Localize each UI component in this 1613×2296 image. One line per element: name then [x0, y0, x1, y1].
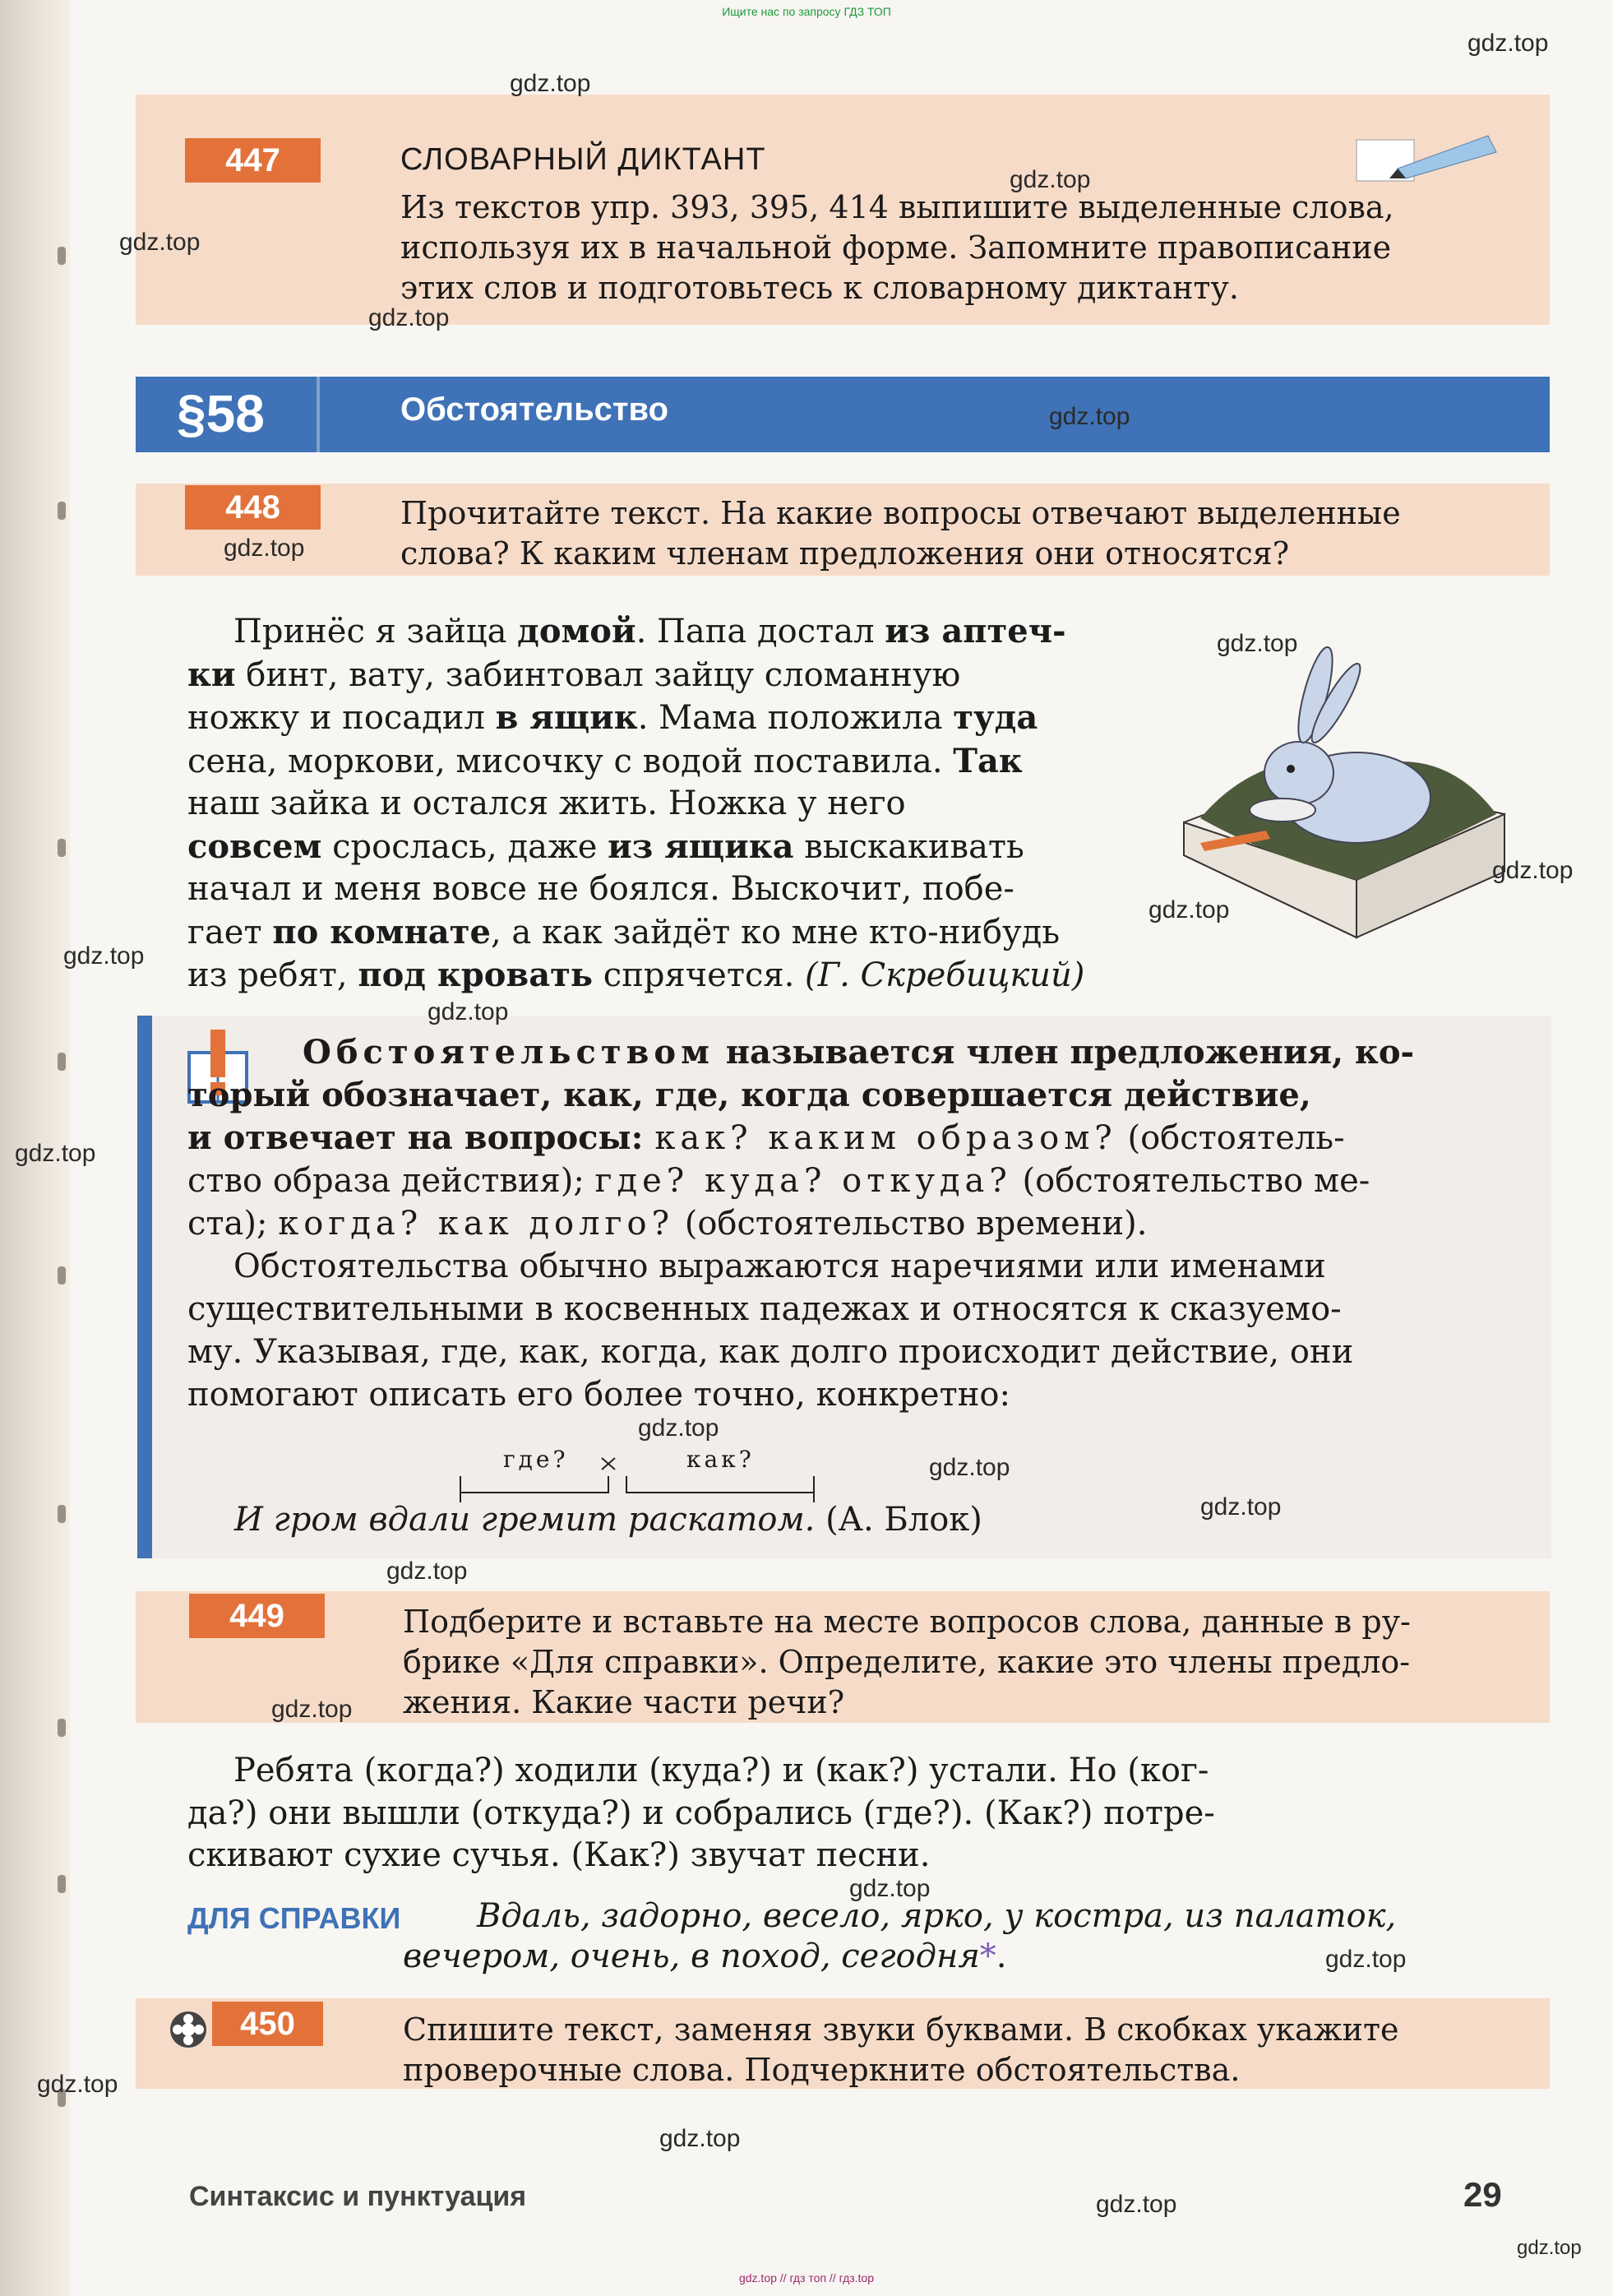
bottom-note[interactable]: gdz.top // гдз топ // гдз.top [738, 2271, 875, 2284]
watermark: gdz.top [1096, 2191, 1177, 2218]
task-number: 448 [185, 485, 321, 530]
page-number: 29 [1463, 2175, 1502, 2214]
flower-icon [169, 2010, 208, 2049]
question-how: как? [686, 1446, 755, 1473]
top-note[interactable]: Ищите нас по запросу ГДЗ ТОП [722, 5, 891, 18]
rule-text: Обстоятельством называется член предложения, ко- торый обозначает, как, где, когда совершается действие, и отвечает на вопросы: как? каким образом? (обстоятель- ство образа действия); где? куда? откуда? (обстоятельство ме- ста); когда? как долго? (обстоятельство времени). Обстоятельства обычно выражаются наречиями или именами существительными в косвенных падежах и относятся к сказуемо- му. Указывая, где, как, когда, как долго происходит действие, они помогают описать его более точно, конкретно: [187, 1033, 1415, 1414]
watermark: gdz.top [1049, 403, 1130, 430]
question-where: где? [503, 1446, 569, 1473]
watermark: gdz.top [224, 535, 305, 562]
watermark: gdz.top [63, 942, 145, 970]
watermark: gdz.top [659, 2125, 741, 2152]
rule-bar [137, 1016, 152, 1558]
binding-hole [58, 1719, 66, 1737]
watermark: gdz.top [428, 998, 509, 1025]
watermark: gdz.top [929, 1454, 1010, 1481]
binding-hole [58, 1875, 66, 1893]
task-449-line: жения. Какие части речи? [403, 1684, 845, 1720]
watermark: gdz.top [119, 229, 201, 256]
binding-hole [58, 1266, 66, 1285]
footer-section: Синтаксис и пунктуация [189, 2181, 527, 2212]
story-text: Принёс я зайца домой. Папа достал из аптеч- ки бинт, вату, забинтовал зайцу сломанную ножку и посадил в ящик. Мама положила туда сена, моркови, мисочку с водой поставила. Так наш зайка и остался жить. Ножка у него совсем срослась, даже из ящика выскакивать начал и меня вовсе не боялся. Выскочит, побе- гает по комнате, а как зайдёт ко мне кто-нибудь из ребят, под кровать спрячется. (Г. Скребицкий) [187, 612, 1085, 994]
task-title: СЛОВАРНЫЙ ДИКТАНТ [400, 142, 766, 177]
watermark: gdz.top [1010, 166, 1091, 193]
section-number: §58 [177, 384, 265, 443]
binding-hole [58, 502, 66, 520]
binding-hole [58, 1505, 66, 1523]
task-447-line: используя их в начальной форме. Запомните правописание [400, 229, 1392, 266]
task-449-line: Подберите и вставьте на месте вопросов слова, данные в ру- [403, 1604, 1411, 1640]
task-448-line: Прочитайте текст. На какие вопросы отвечают выделенные [400, 495, 1401, 531]
section-header [136, 377, 1550, 452]
watermark: gdz.top [15, 1140, 96, 1167]
watermark: gdz.top [368, 304, 450, 331]
task-448-line: слова? К каким членам предложения они относятся? [400, 535, 1290, 572]
watermark: gdz.top [1492, 857, 1574, 884]
section-title: Обстоятельство [400, 391, 669, 428]
binding-hole [58, 839, 66, 857]
task-450-line: Спишите текст, заменяя звуки буквами. В скобках укажите [403, 2011, 1399, 2048]
binding-hole [58, 247, 66, 265]
watermark: gdz.top [1149, 896, 1230, 923]
section-divider [317, 377, 320, 452]
example-sentence: И гром вдали гремит раскатом. (А. Блок) [234, 1501, 982, 1539]
reference-label: ДЛЯ СПРАВКИ [187, 1901, 401, 1935]
task-number: 447 [185, 138, 321, 183]
reference-words: Вдаль, задорно, весело, ярко, у костра, из палаток, [477, 1897, 1397, 1935]
watermark: gdz.top [1217, 630, 1298, 657]
task-447-line: Из текстов упр. 393, 395, 414 выпишите выделенные слова, [400, 189, 1394, 225]
watermark: gdz.top [271, 1696, 353, 1723]
watermark: gdz.top [849, 1875, 931, 1902]
watermark: gdz.top [510, 70, 591, 97]
watermark: gdz.top [1517, 2237, 1582, 2259]
watermark: gdz.top [638, 1414, 719, 1442]
watermark: gdz.top [386, 1558, 468, 1585]
watermark: gdz.top [1325, 1946, 1407, 1973]
task-number: 450 [212, 2002, 323, 2046]
task-450-line: проверочные слова. Подчеркните обстоятельства. [403, 2052, 1241, 2088]
reference-words-2: вечером, очень, в поход, сегодня*. [403, 1937, 1007, 1975]
watermark: gdz.top [1467, 30, 1549, 57]
exercise-449-text: Ребята (когда?) ходили (куда?) и (как?) устали. Но (ког- да?) они вышли (откуда?) и собрались (где?). (Как?) потре- скивают сухие сучья. (Как?) звучат песни. [187, 1752, 1215, 1874]
watermark: gdz.top [1200, 1493, 1282, 1521]
watermark: gdz.top [37, 2071, 118, 2098]
task-449-line: брике «Для справки». Определите, какие это члены предло- [403, 1644, 1411, 1680]
task-number: 449 [189, 1594, 325, 1638]
pencil-icon [1348, 127, 1513, 185]
binding-hole [58, 1053, 66, 1071]
task-447-line: этих слов и подготовьтесь к словарному диктанту. [400, 270, 1239, 306]
